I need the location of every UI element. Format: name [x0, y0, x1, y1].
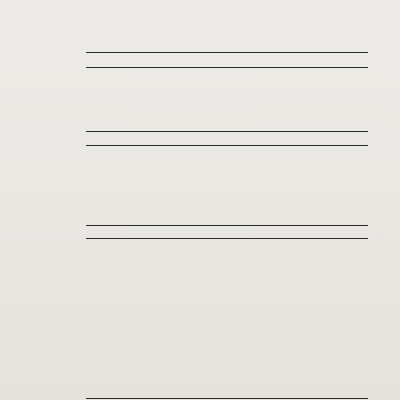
section-divider [86, 131, 368, 132]
section-divider [86, 238, 368, 239]
section-divider [86, 52, 368, 53]
section-divider [86, 398, 368, 399]
section-divider [86, 145, 368, 146]
section-divider [86, 67, 368, 68]
section-divider [86, 225, 368, 226]
